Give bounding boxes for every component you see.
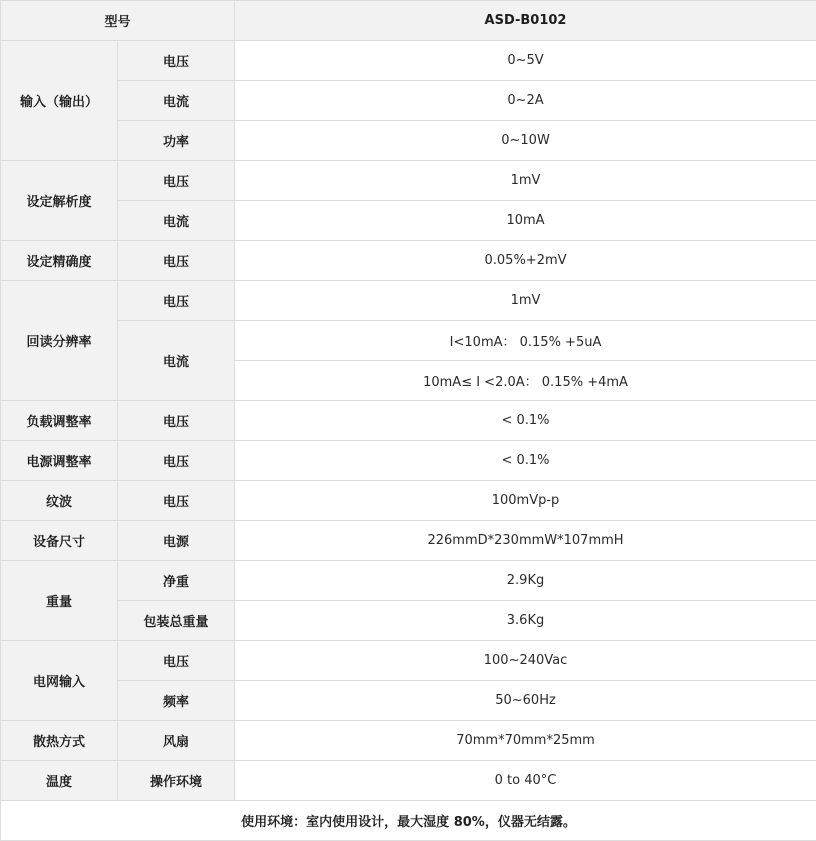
table-row [1,321,816,361]
header-label: 型号 [1,1,235,41]
sub-item-cell: 电流 [118,81,235,121]
sub-item-cell: 电压 [118,441,235,481]
value-cell: 2.9Kg [235,561,816,601]
sub-item-cell: 电压 [118,481,235,521]
value-cell: 10mA≤ I <2.0A： 0.15% +4mA [235,361,816,401]
sub-item-cell: 电源 [118,521,235,561]
table-row [1,721,816,761]
sub-item-cell: 电压 [118,641,235,681]
sub-item-cell: 功率 [118,121,235,161]
category-cell: 回读分辨率 [1,281,118,401]
value-cell: 3.6Kg [235,601,816,641]
table-row [1,521,816,561]
table-row [1,441,816,481]
value-cell: I<10mA： 0.15% +5uA [235,321,816,361]
value-cell: 100~240Vac [235,641,816,681]
value-cell: 226mmD*230mmW*107mmH [235,521,816,561]
category-cell: 设定精确度 [1,241,118,281]
sub-item-cell: 电压 [118,41,235,81]
value-cell: 0.05%+2mV [235,241,816,281]
category-cell: 负载调整率 [1,401,118,441]
value-cell: 1mV [235,161,816,201]
category-cell: 输入（输出） [1,41,118,161]
sub-item-cell: 电压 [118,241,235,281]
table-row [1,481,816,521]
value-cell: 0~10W [235,121,816,161]
category-cell: 纹波 [1,481,118,521]
table-row [1,161,816,201]
value-cell: 50~60Hz [235,681,816,721]
footnote: 使用环境：室内使用设计，最大湿度 80%，仪器无结露。 [1,801,816,841]
table-row [1,241,816,281]
category-cell: 温度 [1,761,118,801]
sub-item-cell: 电压 [118,281,235,321]
table-row [1,81,816,121]
value-cell: 0~5V [235,41,816,81]
footnote-row [1,801,816,841]
table-row [1,401,816,441]
value-cell: 100mVp-p [235,481,816,521]
table-row [1,281,816,321]
sub-item-cell: 电流 [118,321,235,401]
sub-item-cell: 电压 [118,401,235,441]
category-cell: 电网输入 [1,641,118,721]
category-cell: 设定解析度 [1,161,118,241]
table-row [1,641,816,681]
table-row [1,681,816,721]
value-cell: < 0.1% [235,441,816,481]
category-cell: 电源调整率 [1,441,118,481]
table-row [1,201,816,241]
table-row [1,761,816,801]
sub-item-cell: 净重 [118,561,235,601]
table-row [1,41,816,81]
value-cell: 0~2A [235,81,816,121]
sub-item-cell: 电压 [118,161,235,201]
sub-item-cell: 操作环境 [118,761,235,801]
sub-item-cell: 频率 [118,681,235,721]
table-row [1,121,816,161]
sub-item-cell: 风扇 [118,721,235,761]
table-row [1,601,816,641]
table-row [1,561,816,601]
header-model: ASD-B0102 [235,1,816,41]
category-cell: 设备尺寸 [1,521,118,561]
value-cell: < 0.1% [235,401,816,441]
value-cell: 1mV [235,281,816,321]
value-cell: 0 to 40°C [235,761,816,801]
header-row [1,1,816,41]
value-cell: 10mA [235,201,816,241]
category-cell: 重量 [1,561,118,641]
value-cell: 70mm*70mm*25mm [235,721,816,761]
sub-item-cell: 包装总重量 [118,601,235,641]
category-cell: 散热方式 [1,721,118,761]
sub-item-cell: 电流 [118,201,235,241]
